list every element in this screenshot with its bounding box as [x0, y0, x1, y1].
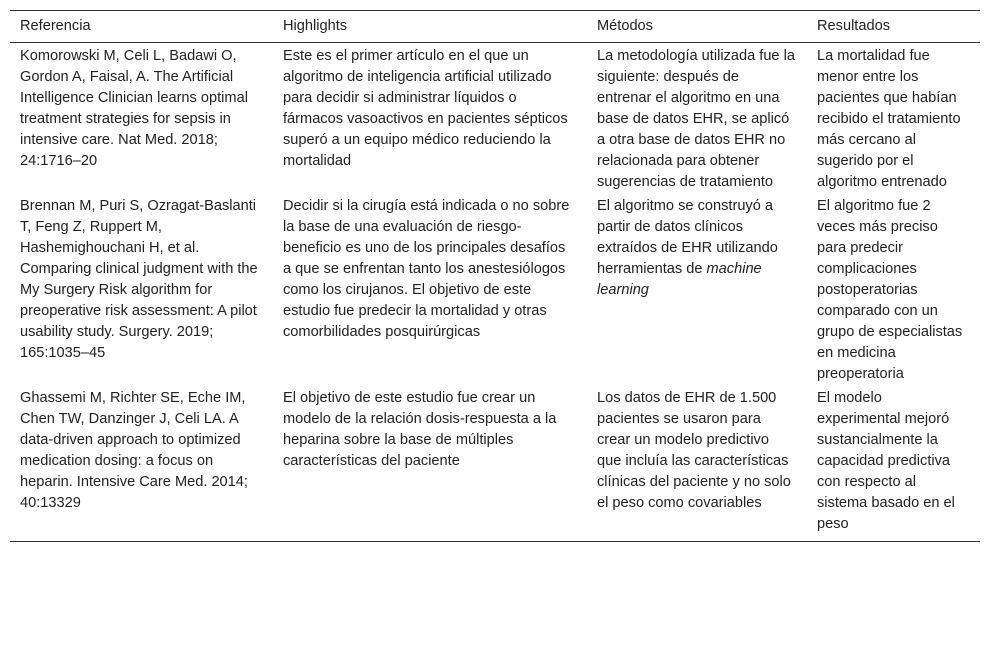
header-metodos: Métodos [587, 11, 807, 43]
cell-metodos [587, 193, 807, 385]
header-highlights: Highlights [273, 11, 587, 43]
comparison-table-container [10, 10, 980, 542]
cell-referencia: Komorowski M, Celi L, Badawi O, Gordon A, Faisal, A. The Artificial Intelligence Clinician learns optimal treatment strategies for sepsis in intensive care. Nat Med. 2018; 24:1716–20 [20, 48, 248, 169]
table-header-row [10, 11, 980, 43]
comparison-table [10, 10, 980, 542]
table-row [10, 43, 980, 194]
cell-resultados: El modelo experimental mejoró sustancialmente la capacidad predictiva con respecto al sistema basado en el peso [807, 385, 980, 542]
cell-highlights: El objetivo de este estudio fue crear un modelo de la relación dosis-respuesta a la heparina sobre la base de múltiples características del paciente [273, 385, 587, 542]
header-resultados: Resultados [807, 11, 980, 43]
cell-metodos: Los datos de EHR de 1.500 pacientes se usaron para crear un modelo predictivo que incluía las características clínicas del paciente y no solo el peso como covariables [587, 385, 807, 542]
header-referencia: Referencia [10, 11, 273, 43]
cell-metodos: La metodología utilizada fue la siguiente: después de entrenar el algoritmo en una base de datos EHR, se aplicó a otra base de datos EHR no relacionada para obtener sugerencias de tratamiento [597, 48, 795, 190]
cell-referencia: Brennan M, Puri S, Ozragat-Baslanti T, Feng Z, Ruppert M, Hashemighouchani H, et al. Comparing clinical judgment with the My Surgery Risk algorithm for preoperative risk assessment: A pilot usability study. Surgery. 2019; 165:1035–45 [20, 198, 258, 361]
cell-highlights: Decidir si la cirugía está indicada o no sobre la base de una evaluación de riesgo-beneficio es uno de los principales desafíos a que se enfrentan tanto los anestesiólogos como los cirujanos. El objetivo de este estudio fue predecir la mortalidad y otras comorbilidades posquirúrgicas [283, 198, 570, 340]
cell-highlights: Este es el primer artículo en el que un algoritmo de inteligencia artificial utilizado para decidir si administrar líquidos o fármacos vasoactivos en pacientes sépticos superó a un equipo médico reduciendo la mortalidad [283, 48, 568, 169]
table-row [10, 193, 980, 385]
metodos-text: El algoritmo se construyó a partir de datos clínicos extraídos de EHR utilizando herramientas de [597, 198, 778, 277]
table-header [10, 11, 980, 43]
cell-resultados: El algoritmo fue 2 veces más preciso para predecir complicaciones postoperatorias comparado con un grupo de especialistas en medicina preoperatoria [817, 198, 963, 382]
cell-referencia: Ghassemi M, Richter SE, Eche IM, Chen TW, Danzinger J, Celi LA. A data-driven approach to optimized medication dosing: a focus on heparin. Intensive Care Med. 2014; 40:13329 [10, 385, 273, 542]
table-body [10, 43, 980, 542]
table-row [10, 385, 980, 542]
metodos-emphasis: machine learning [597, 261, 762, 298]
cell-resultados: La mortalidad fue menor entre los pacientes que habían recibido el tratamiento más cercano al sugerido por el algoritmo entrenado [817, 48, 961, 190]
